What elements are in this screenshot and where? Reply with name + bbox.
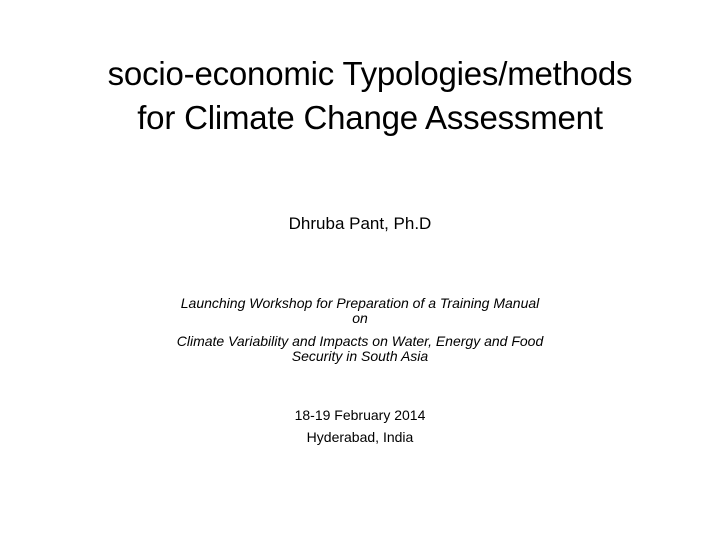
event-description: [90, 296, 630, 364]
author-name: Dhruba Pant, Ph.D: [288, 214, 432, 233]
title-line-2: for Climate Change Assessment: [137, 99, 603, 136]
event-line-4: Security in South Asia: [291, 348, 429, 364]
event-line-3: Climate Variability and Impacts on Water, Energy and Food: [176, 333, 544, 349]
event-details: [0, 404, 720, 448]
event-location: Hyderabad, India: [306, 429, 414, 445]
slide-title: [40, 52, 700, 140]
event-line-2: on: [352, 310, 368, 326]
event-date: 18-19 February 2014: [294, 407, 426, 423]
title-line-1: socio-economic Typologies/methods: [107, 55, 633, 92]
event-line-1: Launching Workshop for Preparation of a Training Manual: [180, 295, 540, 311]
